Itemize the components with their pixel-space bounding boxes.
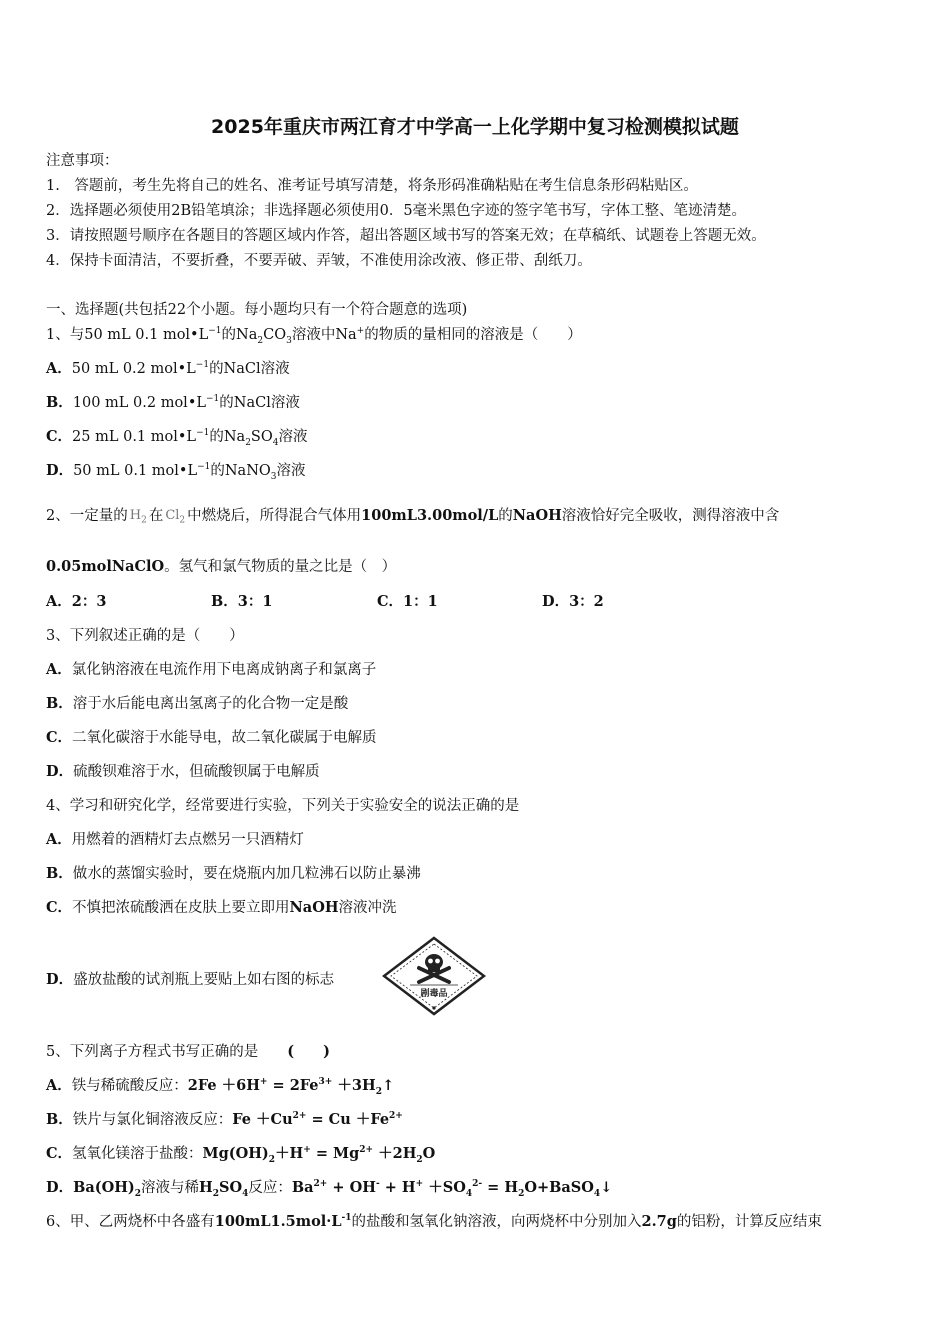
question-4-option-a: A．用燃着的酒精灯去点燃另一只酒精灯	[46, 831, 304, 848]
question-2-option-c: C．1：1	[377, 593, 438, 610]
cl2-formula: $Cl_2$	[165, 508, 186, 526]
question-2-option-a: A．2：3	[46, 593, 107, 610]
question-4-stem: 4、学习和研究化学，经常要进行实验，下列关于实验安全的说法正确的是	[46, 798, 520, 814]
question-3-stem: 3、下列叙述正确的是（ ）	[46, 628, 244, 644]
question-5-option-a: A．铁与稀硫酸反应：$2Fe +6H^+ = 2Fe^{3+}$ $+3H_2↑$	[46, 1077, 395, 1097]
question-3-option-b: B．溶于水后能电离出氢离子的化合物一定是酸	[46, 695, 349, 712]
notice-item-1: 1. 答题前，考生先将自己的姓名、准考证号填写清楚，将条形码准确粘贴在考生信息条形码粘贴区。	[46, 178, 698, 194]
question-4-option-c: C．不慎把浓硫酸洒在皮肤上要立即用NaOH溶液冲洗	[46, 899, 397, 916]
toxic-hazard-label-icon	[382, 936, 486, 1016]
question-2-option-b: B．3：1	[211, 593, 273, 610]
notice-item-2: 2．选择题必须使用2B铅笔填涂；非选择题必须使用0．5毫米黑色字迹的签字笔书写，字体工整、笔迹清楚。	[46, 203, 747, 219]
question-4-option-d: D．盛放盐酸的试剂瓶上要贴上如右图的标志	[46, 971, 335, 988]
question-3-option-c: C．二氧化碳溶于水能导电，故二氧化碳属于电解质	[46, 729, 377, 746]
question-1-option-a: A．50 mL 0.2 $mol•L^{-1}$的NaCl溶液	[46, 360, 290, 377]
question-4-option-b: B．做水的蒸馏实验时，要在烧瓶内加几粒沸石以防止暴沸	[46, 865, 421, 882]
notice-heading: 注意事项：	[46, 153, 119, 169]
h2-formula: $H_2$	[129, 508, 147, 526]
question-2-option-d: D．3：2	[542, 593, 604, 610]
question-5-option-d: D．$Ba(OH)_2$溶液与稀$H_2SO_4$反应：$Ba^{2+} + OH^- + H^+ +SO_4^{2-}$ = $H_2O+BaSO_4↓$	[46, 1179, 613, 1199]
question-1-option-c: C．25 mL 0.1 $mol•L^{-1}$的$Na_2SO_4$溶液	[46, 428, 308, 448]
question-3-option-a: A．氯化钠溶液在电流作用下电离成钠离子和氯离子	[46, 661, 377, 678]
section-heading: 一、选择题(共包括22个小题。每小题均只有一个符合题意的选项)	[46, 302, 468, 318]
question-3-option-d: D．硫酸钡难溶于水，但硫酸钡属于电解质	[46, 763, 320, 780]
hazard-label-text: 剧毒品	[420, 989, 448, 999]
question-1-option-b: B．100 mL 0.2 $mol•L^{-1}$的NaCl溶液	[46, 394, 300, 411]
question-5-stem: 5、下列离子方程式书写正确的是 ( )	[46, 1043, 330, 1060]
notice-item-3: 3．请按照题号顺序在各题目的答题区域内作答，超出答题区域书写的答案无效；在草稿纸、试题卷上答题无效。	[46, 228, 766, 244]
question-2-stem-line-2: 0.05molNaClO。氢气和氯气物质的量之比是（ ）	[46, 558, 397, 575]
question-6-stem: 6、甲、乙两烧杯中各盛有$100mL1.5mol\cdot L^{-1}$的盐酸和氢氧化钠溶液，向两烧杯中分别加入2.7g的铝粉，计算反应结束	[46, 1213, 822, 1230]
question-5-option-c: C．氢氧化镁溶于盐酸：$Mg(OH)_2+H^+ = Mg^{2+} +2H_2O$	[46, 1145, 436, 1165]
question-1-stem: 1、与50 mL 0.1 $mol•L^{-1}$的$Na_2CO_3$溶液中Na+的物质的量相同的溶液是（ ）	[46, 326, 582, 346]
page-title: 2025年重庆市两江育才中学高一上化学期中复习检测模拟试题	[211, 116, 739, 138]
question-1-option-d: D．50 mL 0.1 $mol•L^{-1}$的NaNO$_3$溶液	[46, 462, 306, 482]
question-2-stem-line-1: 2、一定量的 $H_2$ 在 $Cl_2$ 中燃烧后，所得混合气体用100mL3.00mol/L的NaOH溶液恰好完全吸收，测得溶液中含	[46, 507, 780, 526]
question-5-option-b: B．铁片与氯化铜溶液反应：$Fe +Cu^{2+} = Cu +Fe^{2+}$	[46, 1111, 403, 1128]
notice-item-4: 4．保持卡面清洁，不要折叠，不要弄破、弄皱，不准使用涂改液、修正带、刮纸刀。	[46, 253, 592, 269]
